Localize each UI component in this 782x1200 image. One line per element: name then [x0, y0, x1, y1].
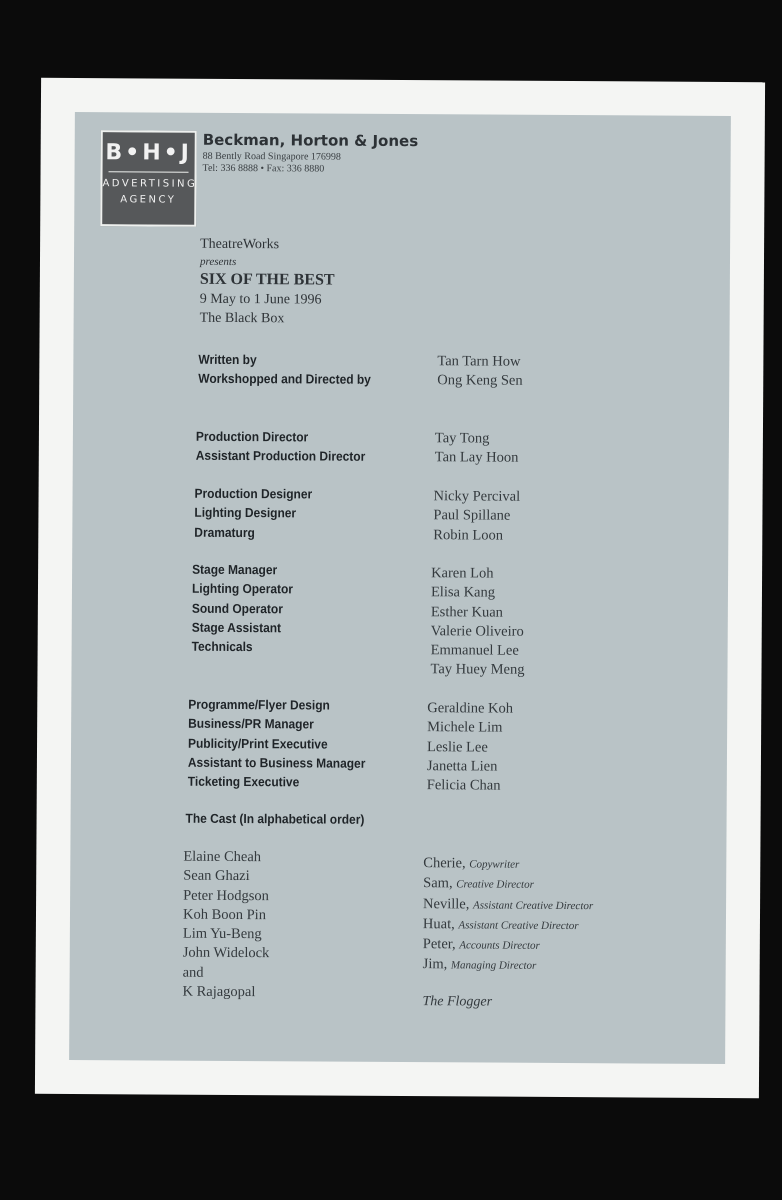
role-label: Dramaturg — [194, 524, 255, 540]
character — [423, 915, 723, 937]
actor-name: K Rajagopal — [182, 983, 256, 1001]
person-name: Paul Spillane — [433, 507, 511, 524]
character-flogger: The Flogger — [422, 993, 493, 1010]
person-name: Robin Loon — [433, 526, 504, 544]
person-name: Emmanuel Lee — [430, 642, 519, 659]
character-part: Creative Director — [456, 878, 534, 892]
logo-letters: B•H•J — [105, 140, 192, 166]
agency-name: Beckman, Horton & Jones — [202, 130, 419, 151]
show-intro — [200, 235, 335, 329]
cast-heading — [186, 809, 499, 830]
role-label: Programme/Flyer Design — [188, 696, 330, 713]
logo-line2: AGENCY — [120, 194, 177, 206]
role-label: Publicity/Print Executive — [188, 735, 328, 752]
show-venue: The Black Box — [199, 310, 285, 327]
show-title: SIX OF THE BEST — [199, 270, 335, 289]
role-label: Production Director — [195, 428, 309, 445]
person-name: Tay Tong — [434, 430, 490, 447]
character — [423, 874, 723, 896]
cast-actors — [182, 848, 433, 1004]
actor-conjunction: and — [182, 964, 204, 981]
actor-name: Peter Hodgson — [183, 887, 269, 904]
character — [423, 895, 723, 917]
company-name: TheatreWorks — [200, 236, 280, 253]
presents-label: presents — [199, 255, 237, 268]
person-name: Tay Huey Meng — [430, 661, 525, 679]
content-panel — [69, 112, 731, 1064]
credit-names-stage — [430, 564, 681, 681]
programme-sheet — [35, 78, 765, 1098]
credit-names-business — [427, 699, 678, 797]
person-name: Leslie Lee — [426, 738, 488, 756]
role-label: Production Designer — [194, 485, 313, 502]
character — [423, 935, 723, 957]
person-name: Tan Lay Hoon — [434, 449, 519, 467]
person-name: Elisa Kang — [430, 584, 496, 601]
role-label: Assistant to Business Manager — [187, 754, 366, 771]
character-part: Accounts Director — [459, 939, 540, 953]
person-name: Geraldine Koh — [427, 700, 514, 717]
character — [423, 956, 723, 978]
role-label: Business/PR Manager — [188, 716, 314, 732]
cast-heading-text: The Cast (In alphabetical order) — [185, 810, 365, 827]
character-part: Managing Director — [450, 959, 537, 973]
actor-name: Sean Ghazi — [183, 867, 250, 885]
actor-name: Elaine Cheah — [183, 848, 262, 866]
character-name: Peter, — [422, 936, 456, 953]
agency-tel: Tel: 336 8888 • Fax: 336 8880 — [202, 162, 325, 175]
character-name: Cherie, — [423, 855, 466, 872]
role-label: Technicals — [191, 638, 253, 655]
person-name: Esther Kuan — [430, 603, 503, 621]
person-name: Michele Lim — [427, 719, 503, 736]
agency-address: 88 Bently Road Singapore 176998 — [202, 150, 341, 163]
character-part: Assistant Creative Director — [472, 899, 594, 912]
role-label: Workshopped and Directed by — [198, 371, 371, 388]
person-name: Valerie Oliveiro — [430, 623, 524, 640]
actor-name: Koh Boon Pin — [182, 906, 267, 924]
person-name: Tan Tarn How — [437, 353, 521, 370]
character-name: Neville, — [423, 895, 470, 913]
person-name: Janetta Lien — [426, 758, 498, 775]
role-label: Lighting Designer — [194, 505, 297, 521]
logo-divider — [109, 171, 189, 172]
person-name: Nicky Percival — [433, 488, 521, 505]
role-label: Sound Operator — [191, 600, 283, 616]
credit-names-writing — [437, 352, 687, 392]
credit-names-design — [433, 487, 683, 546]
credit-names-production — [435, 429, 685, 469]
character — [423, 854, 723, 876]
person-name: Ong Keng Sen — [437, 372, 523, 390]
role-label: Stage Manager — [192, 561, 278, 578]
actor-name: John Widelock — [182, 945, 270, 962]
actor-name: Lim Yu-Beng — [182, 925, 262, 943]
character-name: Jim, — [422, 956, 448, 973]
character-part: Assistant Creative Director — [458, 919, 579, 932]
role-label: Stage Assistant — [191, 619, 282, 636]
show-dates: 9 May to 1 June 1996 — [199, 291, 322, 308]
role-label: Written by — [198, 351, 257, 368]
role-label: Ticketing Executive — [187, 773, 300, 790]
person-name: Karen Loh — [431, 565, 494, 582]
logo-line1: ADVERTISING — [102, 178, 198, 190]
character-name: Sam, — [423, 875, 453, 892]
cast-characters — [422, 854, 723, 1013]
agency-logo — [100, 130, 197, 227]
role-label: Assistant Production Director — [195, 448, 366, 465]
role-label: Lighting Operator — [191, 581, 294, 597]
character-name: Huat, — [422, 916, 455, 933]
character-part: Copywriter — [469, 858, 520, 871]
person-name: Felicia Chan — [426, 777, 501, 794]
